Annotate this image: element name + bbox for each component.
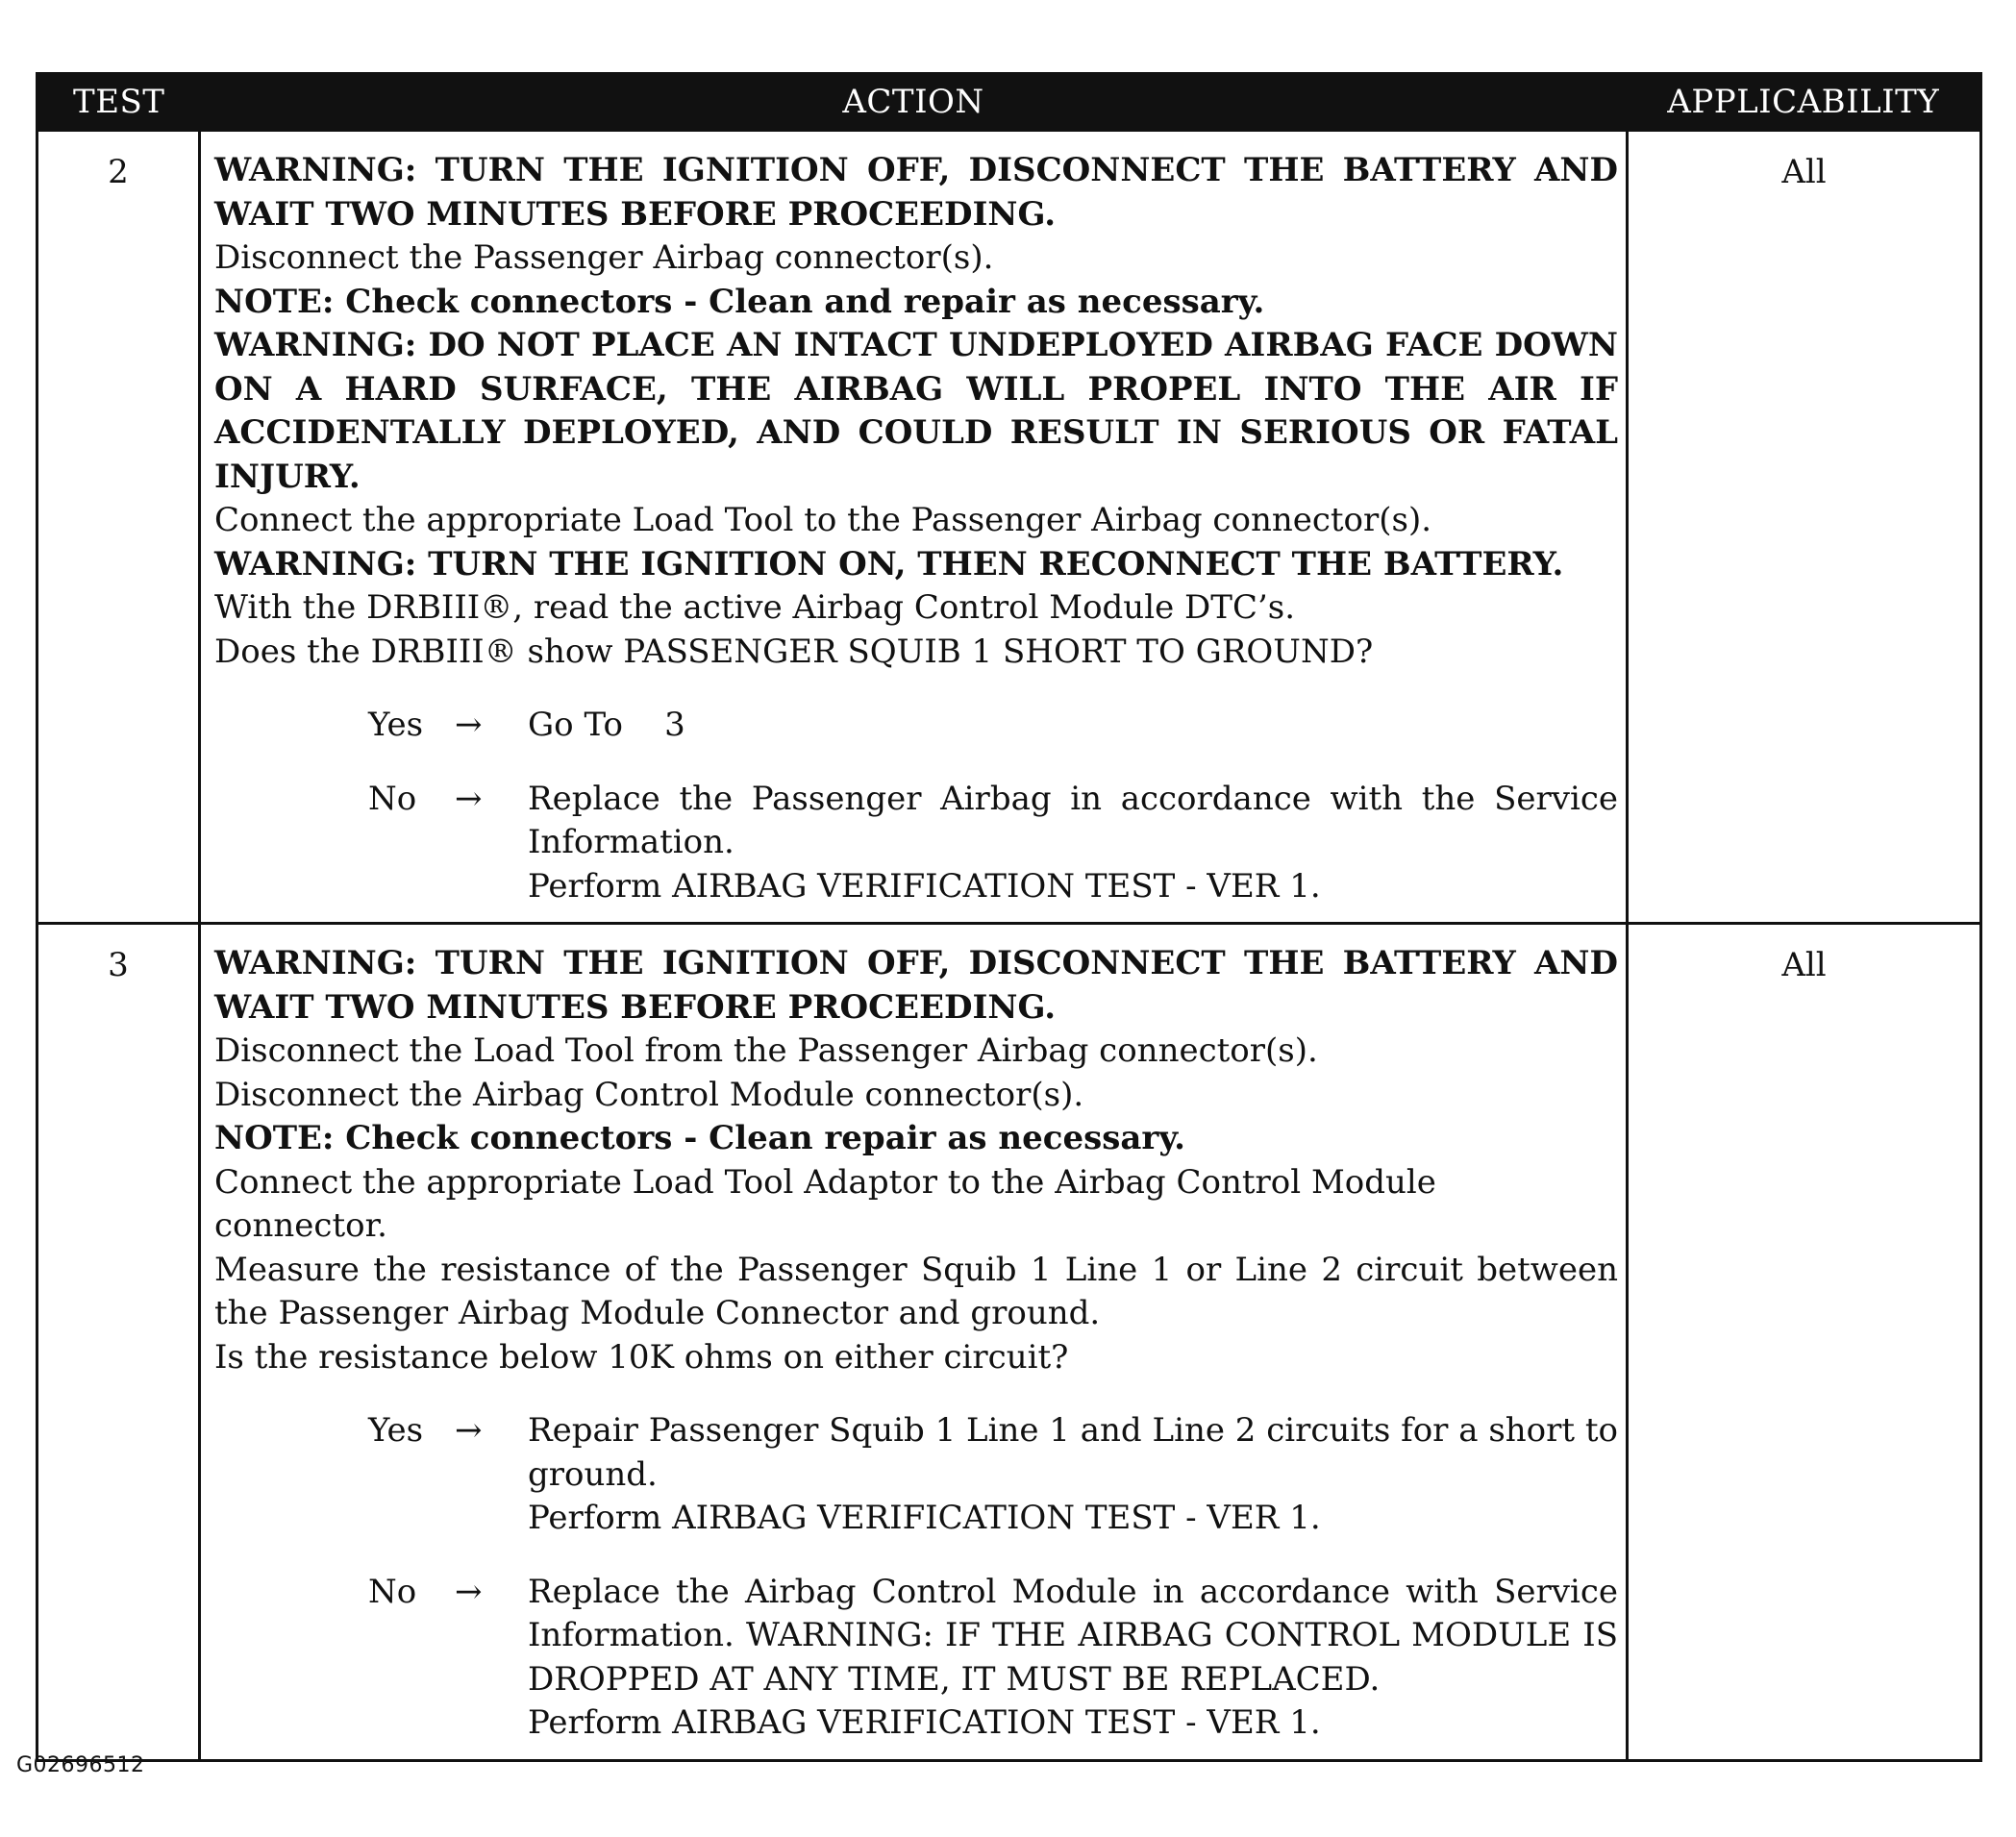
diagnostic-test-table (36, 72, 1982, 1762)
answer-label: Yes (368, 1411, 424, 1450)
header-applicability: APPLICABILITY (1628, 74, 1981, 131)
response-no (214, 778, 1618, 909)
instruction-text: Connect the appropriate Load Tool to the Passenger Airbag connector(s). (214, 501, 1432, 539)
table-row (37, 924, 1981, 1761)
header-action: ACTION (200, 74, 1628, 131)
response-no (214, 1571, 1618, 1746)
response-text (528, 1571, 1618, 1746)
response-text (528, 778, 1618, 909)
answer-label: Yes (368, 706, 424, 744)
instruction-text: With the DRBIII®, read the active Airbag Control Module DTC’s. (214, 588, 1296, 627)
applicability-value: All (1628, 131, 1981, 924)
right-arrow-icon: → (455, 1572, 483, 1611)
response-line: Replace the Airbag Control Module in accordance with Service Information. WARNING: IF THE AIRBAG CONTROL MODULE IS DROPPED AT ANY TIME, IT MUST BE REPLACED. (528, 1572, 1618, 1699)
instruction-text: Connect the appropriate Load Tool Adaptor to the Airbag Control Module connector. (214, 1162, 1436, 1245)
action-cell (200, 131, 1628, 924)
warning-text: WARNING: TURN THE IGNITION OFF, DISCONNECT THE BATTERY AND WAIT TWO MINUTES BEFORE PROCEEDING. (214, 944, 1618, 1027)
response-text (528, 704, 1618, 748)
warning-text: WARNING: DO NOT PLACE AN INTACT UNDEPLOYED AIRBAG FACE DOWN ON A HARD SURFACE, THE AIRBAG WILL PROPEL INTO THE AIR IF ACCIDENTALLY DEPLOYED, AND COULD RESULT IN SERIOUS OR FATAL INJURY. (214, 326, 1618, 496)
instruction-text: Disconnect the Airbag Control Module connector(s). (214, 1075, 1084, 1114)
answer-label: No (368, 779, 417, 818)
question-text: Does the DRBIII® show PASSENGER SQUIB 1 SHORT TO GROUND? (214, 632, 1374, 671)
response-line: Perform AIRBAG VERIFICATION TEST - VER 1. (528, 866, 1321, 906)
table-header-row (37, 74, 1981, 131)
applicability-value: All (1628, 924, 1981, 1761)
warning-text: WARNING: TURN THE IGNITION OFF, DISCONNECT THE BATTERY AND WAIT TWO MINUTES BEFORE PROCEEDING. (214, 151, 1618, 234)
note-text: NOTE: Check connectors - Clean repair as necessary. (214, 1119, 1186, 1157)
response-yes (214, 704, 1618, 748)
answer-label: No (368, 1572, 417, 1611)
header-test: TEST (37, 74, 200, 131)
response-yes (214, 1409, 1618, 1541)
test-number: 3 (37, 924, 200, 1761)
test-number: 2 (37, 131, 200, 924)
response-line: Perform AIRBAG VERIFICATION TEST - VER 1. (528, 1499, 1321, 1537)
instruction-text: Disconnect the Passenger Airbag connector(s). (214, 238, 994, 277)
response-line: Go To 3 (528, 706, 685, 744)
table-row (37, 131, 1981, 924)
action-cell (200, 924, 1628, 1761)
response-text (528, 1409, 1618, 1541)
instruction-text: Measure the resistance of the Passenger Squib 1 Line 1 or Line 2 circuit between the Passenger Airbag Module Connector and ground. (214, 1250, 1618, 1332)
response-line: Perform AIRBAG VERIFICATION TEST - VER 1. (528, 1703, 1321, 1742)
warning-text: WARNING: TURN THE IGNITION ON, THEN RECONNECT THE BATTERY. (214, 544, 1564, 583)
instruction-text: Disconnect the Load Tool from the Passenger Airbag connector(s). (214, 1031, 1318, 1070)
response-line: Replace the Passenger Airbag in accordance with the Service Information. (528, 779, 1618, 861)
right-arrow-icon: → (455, 706, 483, 744)
question-text: Is the resistance below 10K ohms on either circuit? (214, 1337, 1069, 1377)
right-arrow-icon: → (455, 779, 483, 818)
figure-id: G02696512 (16, 1753, 145, 1777)
note-text: NOTE: Check connectors - Clean and repair as necessary. (214, 282, 1265, 321)
right-arrow-icon: → (455, 1411, 483, 1450)
response-line: Repair Passenger Squib 1 Line 1 and Line 2 circuits for a short to ground. (528, 1411, 1618, 1494)
